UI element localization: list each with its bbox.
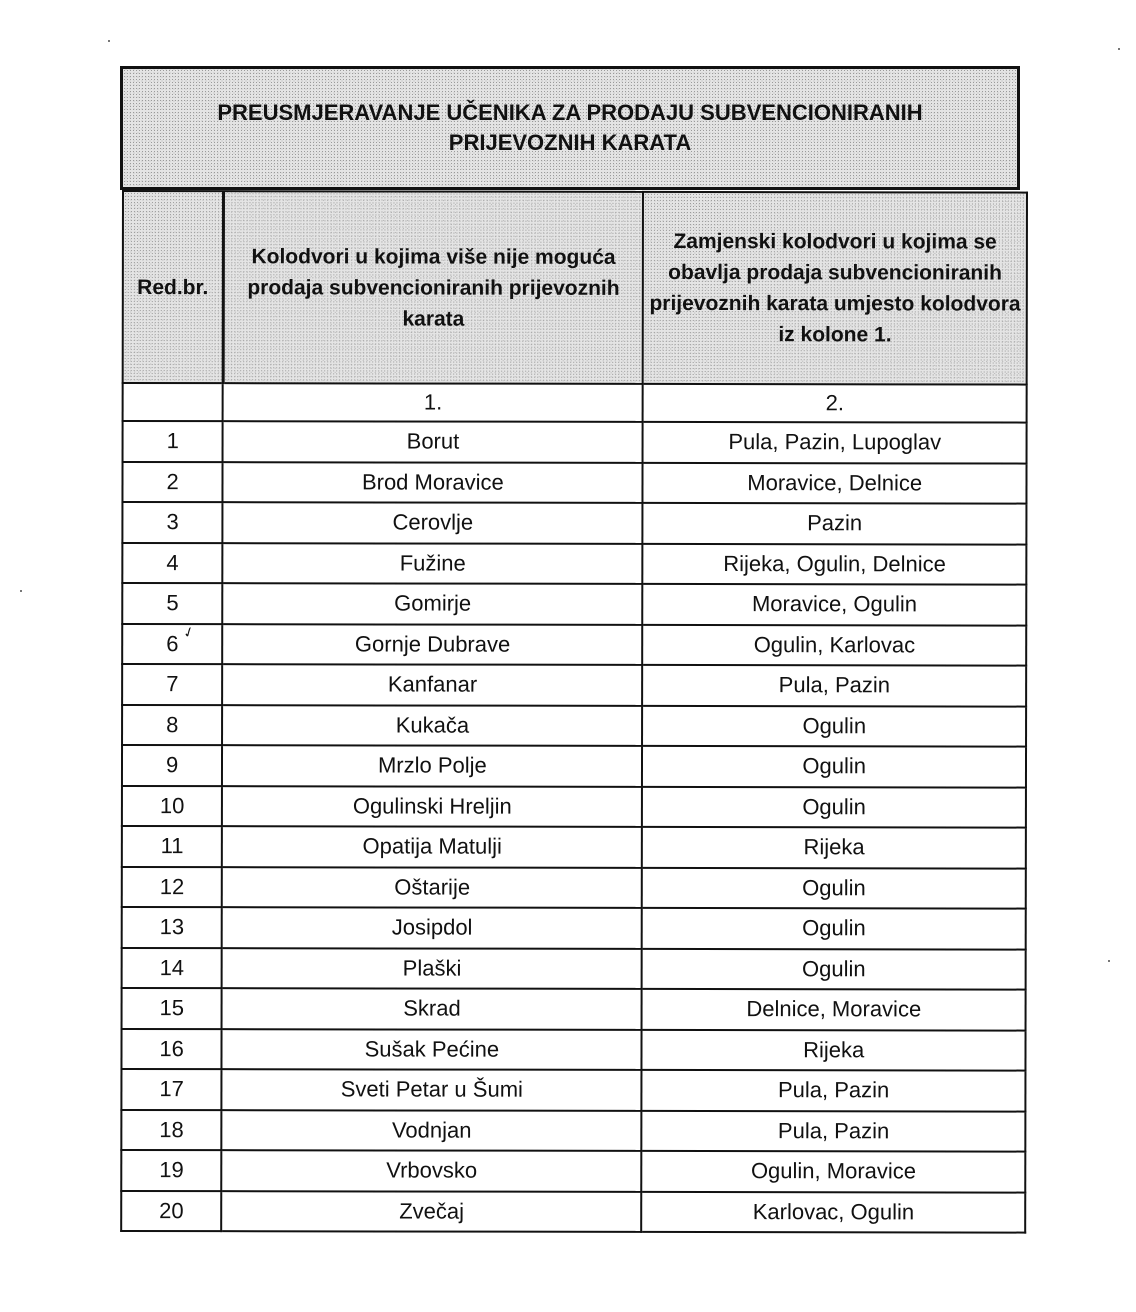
header-closed-stations: Kolodvori u kojima više nije moguća prodaja subvencioniranih prijevoznih karata	[223, 191, 643, 384]
replacement-stations: Ogulin, Karlovac	[643, 624, 1027, 665]
replacement-stations: Pula, Pazin	[642, 1110, 1026, 1151]
replacement-stations: Ogulin	[642, 948, 1026, 989]
handwritten-tick-mark: ✓	[180, 622, 197, 642]
row-number: 16	[121, 1029, 221, 1070]
closed-station: Sveti Petar u Šumi	[222, 1069, 642, 1110]
row-number: 11	[122, 826, 222, 867]
table-row	[123, 421, 1027, 463]
closed-station: Opatija Matulji	[222, 826, 642, 867]
row-number: 4	[122, 543, 222, 584]
table-row	[122, 462, 1026, 504]
replacement-stations: Pazin	[643, 503, 1027, 544]
table-row	[122, 907, 1026, 949]
replacement-stations: Moravice, Delnice	[643, 462, 1027, 503]
replacement-stations: Pula, Pazin, Lupoglav	[643, 422, 1027, 463]
table-row	[122, 867, 1026, 909]
table-row	[122, 745, 1026, 787]
table-row	[121, 1069, 1025, 1111]
document-title-box	[120, 66, 1020, 190]
scan-speck	[1118, 48, 1120, 50]
replacement-stations: Karlovac, Ogulin	[642, 1191, 1026, 1232]
table-row	[122, 502, 1026, 544]
table-row	[122, 948, 1026, 990]
row-number: 19	[121, 1150, 221, 1191]
header-row	[123, 191, 1027, 385]
closed-station: Gornje Dubrave	[223, 624, 643, 665]
closed-station: Mrzlo Polje	[222, 745, 642, 786]
row-number: 13	[122, 907, 222, 948]
column-number-row	[123, 383, 1027, 423]
row-number: 17	[121, 1069, 221, 1110]
row-number: 7	[122, 664, 222, 705]
table-row	[122, 664, 1026, 706]
closed-station: Kukača	[222, 705, 642, 746]
table-row	[122, 624, 1026, 666]
table-row	[122, 543, 1026, 585]
table-row	[122, 826, 1026, 868]
row-number: 2	[122, 462, 222, 503]
table-row	[121, 1150, 1025, 1192]
header-replacement-stations: Zamjenski kolodvori u kojima se obavlja prodaja subvencioniranih prijevoznih karata umjesto kolodvora iz kolone 1.	[643, 192, 1027, 385]
closed-station: Josipdol	[222, 907, 642, 948]
table-row	[121, 1110, 1025, 1152]
replacement-stations: Delnice, Moravice	[642, 989, 1026, 1030]
column-number-0	[123, 383, 223, 421]
column-number-1: 1.	[223, 383, 643, 422]
column-number-2: 2.	[643, 384, 1027, 423]
closed-station: Ogulinski Hreljin	[222, 786, 642, 827]
replacement-stations: Ogulin, Moravice	[642, 1151, 1026, 1192]
row-number: 14	[122, 948, 222, 989]
closed-station: Vodnjan	[222, 1110, 642, 1151]
header-red-br: Red.br.	[123, 191, 224, 383]
replacement-stations: Rijeka	[642, 827, 1026, 868]
closed-station: Cerovlje	[223, 502, 643, 543]
replacement-stations: Ogulin	[642, 705, 1026, 746]
row-number: 15	[122, 988, 222, 1029]
table-row	[122, 988, 1026, 1030]
replacement-stations: Rijeka	[642, 1029, 1026, 1070]
station-table	[120, 190, 1028, 1234]
scan-speck	[20, 590, 22, 592]
closed-station: Vrbovsko	[222, 1150, 642, 1191]
row-number: 5	[122, 583, 222, 624]
closed-station: Borut	[223, 421, 643, 462]
table-row	[122, 786, 1026, 828]
row-number: 1	[123, 421, 223, 462]
document-title: PREUSMJERAVANJE UČENIKA ZA PRODAJU SUBVENCIONIRANIH PRIJEVOZNIH KARATA	[217, 100, 923, 155]
row-number: 8	[122, 705, 222, 746]
row-number: 18	[121, 1110, 221, 1151]
replacement-stations: Moravice, Ogulin	[643, 584, 1027, 625]
closed-station: Gomirje	[223, 583, 643, 624]
scan-speck	[1108, 960, 1110, 962]
row-number: 3	[122, 502, 222, 543]
closed-station: Plaški	[222, 948, 642, 989]
replacement-stations: Rijeka, Ogulin, Delnice	[643, 543, 1027, 584]
replacement-stations: Ogulin	[642, 786, 1026, 827]
scan-speck	[108, 40, 110, 42]
replacement-stations: Ogulin	[642, 908, 1026, 949]
table-row	[122, 705, 1026, 747]
row-number: 10	[122, 786, 222, 827]
row-number: 12	[122, 867, 222, 908]
replacement-stations: Ogulin	[642, 867, 1026, 908]
replacement-stations: Ogulin	[642, 746, 1026, 787]
table-row	[121, 1191, 1025, 1233]
table-row	[121, 1029, 1025, 1071]
row-number: 6	[122, 624, 222, 665]
replacement-stations: Pula, Pazin	[642, 1070, 1026, 1111]
closed-station: Brod Moravice	[223, 462, 643, 503]
closed-station: Kanfanar	[222, 664, 642, 705]
closed-station: Sušak Pećine	[222, 1029, 642, 1070]
closed-station: Oštarije	[222, 867, 642, 908]
table-row	[122, 583, 1026, 625]
replacement-stations: Pula, Pazin	[643, 665, 1027, 706]
closed-station: Skrad	[222, 988, 642, 1029]
row-number: 9	[122, 745, 222, 786]
closed-station: Zvečaj	[222, 1191, 642, 1232]
row-number: 20	[121, 1191, 221, 1232]
closed-station: Fužine	[223, 543, 643, 584]
